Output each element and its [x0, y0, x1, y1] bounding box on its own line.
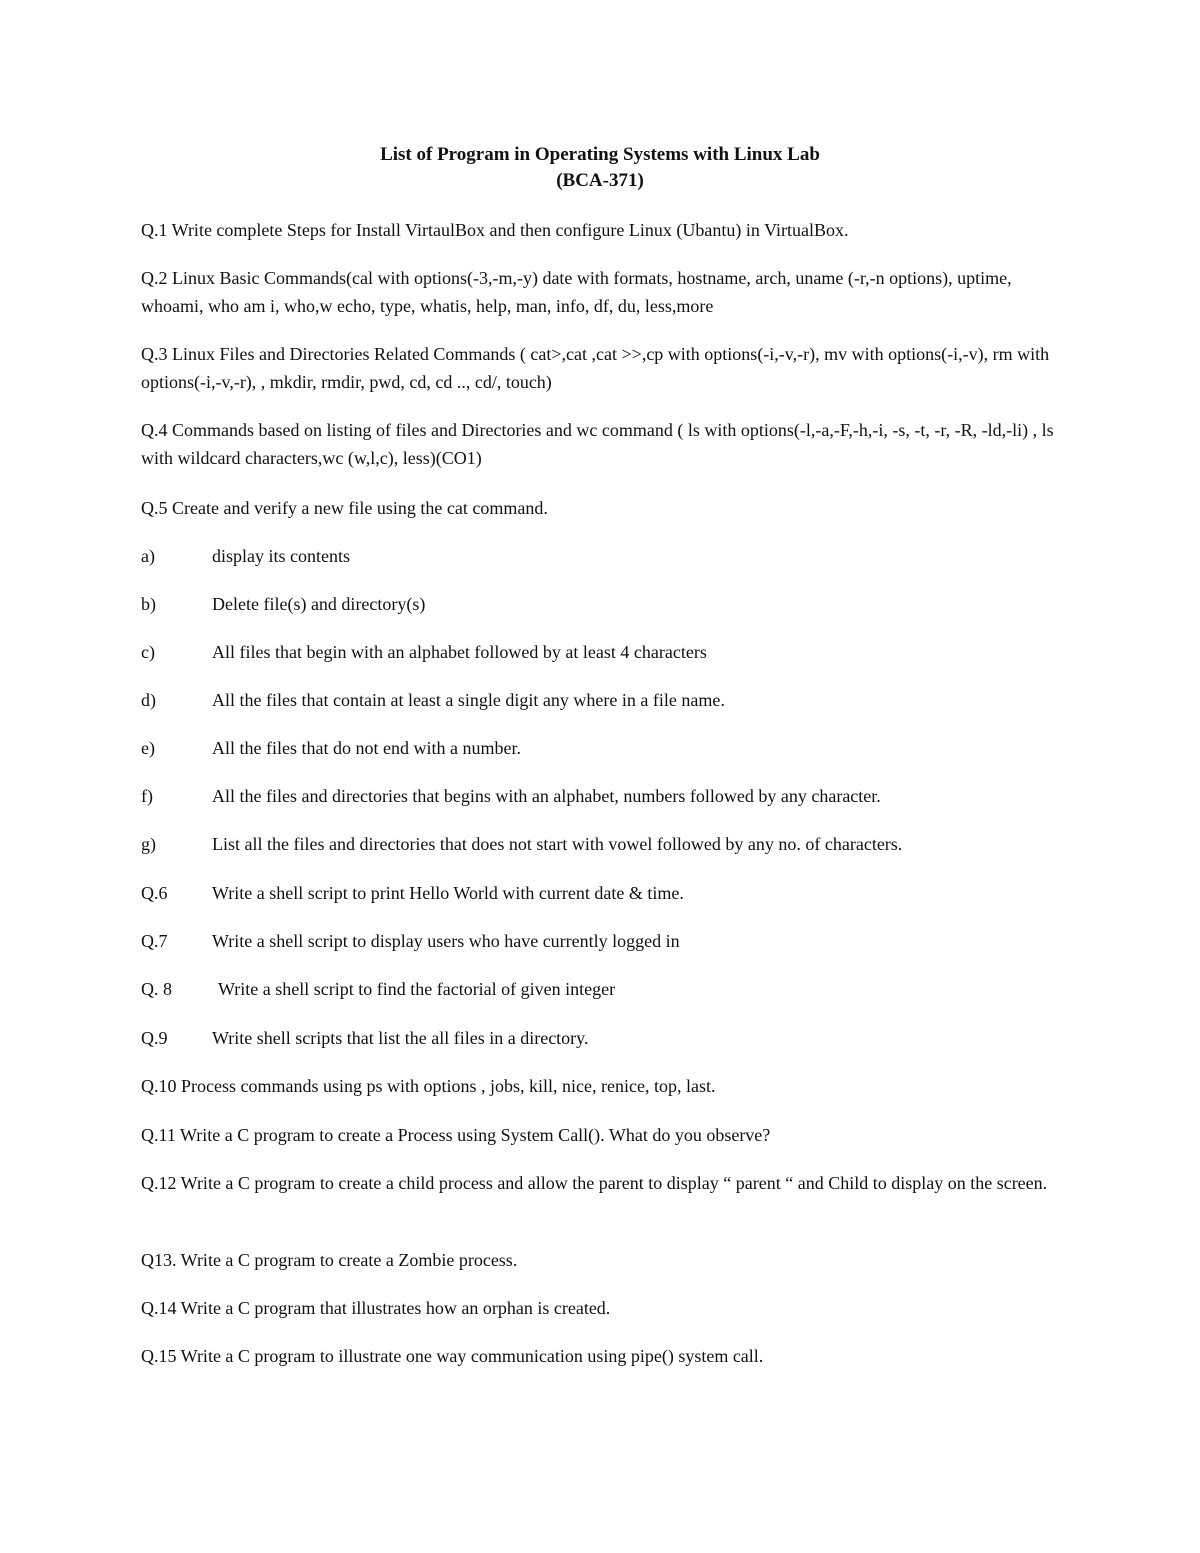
sub-item-text: All the files that do not end with a number. [212, 738, 521, 758]
sub-item-text: All the files and directories that begins with an alphabet, numbers followed by any character. [212, 786, 881, 806]
sub-item-label: a) [141, 546, 155, 566]
question-text: Write a shell script to display users who have currently logged in [212, 931, 680, 951]
sub-item-label: c) [141, 642, 155, 662]
sub-item-text: List all the files and directories that does not start with vowel followed by any no. of characters. [212, 834, 903, 854]
question-text: Write a shell script to print Hello World with current date & time. [212, 883, 684, 903]
question-14: Q.14 Write a C program that illustrates how an orphan is created. [141, 1298, 611, 1318]
course-code: (BCA-371) [556, 170, 644, 191]
question-text: Write shell scripts that list the all files in a directory. [212, 1028, 589, 1048]
question-4: Q.4 Commands based on listing of files and Directories and wc command ( ls with options(-l,-a,-F,-h,-i, -s, -t, -r, -R, -ld,-li) , ls with wildcard characters,wc (w,l,c), less)(CO1) [141, 420, 1054, 468]
sub-item-label: b) [141, 594, 156, 614]
document-title: List of Program in Operating Systems with Linux Lab [380, 144, 820, 165]
sub-item-text: All files that begin with an alphabet followed by at least 4 characters [212, 642, 707, 662]
sub-item-text: Delete file(s) and directory(s) [212, 594, 426, 614]
question-label: Q.7 [141, 931, 168, 951]
sub-item-text: display its contents [212, 546, 350, 566]
question-5: Q.5 Create and verify a new file using the cat command. [141, 498, 548, 518]
sub-item-label: e) [141, 738, 155, 758]
question-label: Q.6 [141, 883, 168, 903]
question-1: Q.1 Write complete Steps for Install VirtaulBox and then configure Linux (Ubantu) in VirtualBox. [141, 220, 849, 240]
question-12: Q.12 Write a C program to create a child process and allow the parent to display “ parent “ and Child to display on the screen. [141, 1173, 1048, 1193]
sub-item-label: g) [141, 834, 156, 854]
question-15: Q.15 Write a C program to illustrate one way communication using pipe() system call. [141, 1346, 764, 1366]
sub-item-label: f) [141, 786, 153, 806]
sub-item-text: All the files that contain at least a single digit any where in a file name. [212, 690, 725, 710]
question-label: Q.9 [141, 1028, 168, 1048]
question-text: Write a shell script to find the factorial of given integer [218, 979, 616, 999]
question-3: Q.3 Linux Files and Directories Related Commands ( cat>,cat ,cat >>,cp with options(-i,-v,-r), mv with options(-i,-v), rm with options(-i,-v,-r), , mkdir, rmdir, pwd, cd, cd .., cd/, touch) [141, 344, 1050, 392]
question-11: Q.11 Write a C program to create a Process using System Call(). What do you observe? [141, 1125, 771, 1145]
question-13: Q13. Write a C program to create a Zombie process. [141, 1250, 518, 1270]
question-label: Q. 8 [141, 979, 172, 999]
sub-item-label: d) [141, 690, 156, 710]
question-2: Q.2 Linux Basic Commands(cal with options(-3,-m,-y) date with formats, hostname, arch, uname (-r,-n options), uptime, whoami, who am i, who,w echo, type, whatis, help, man, info, df, du, less,more [141, 268, 1012, 316]
question-10: Q.10 Process commands using ps with options , jobs, kill, nice, renice, top, last. [141, 1076, 716, 1096]
